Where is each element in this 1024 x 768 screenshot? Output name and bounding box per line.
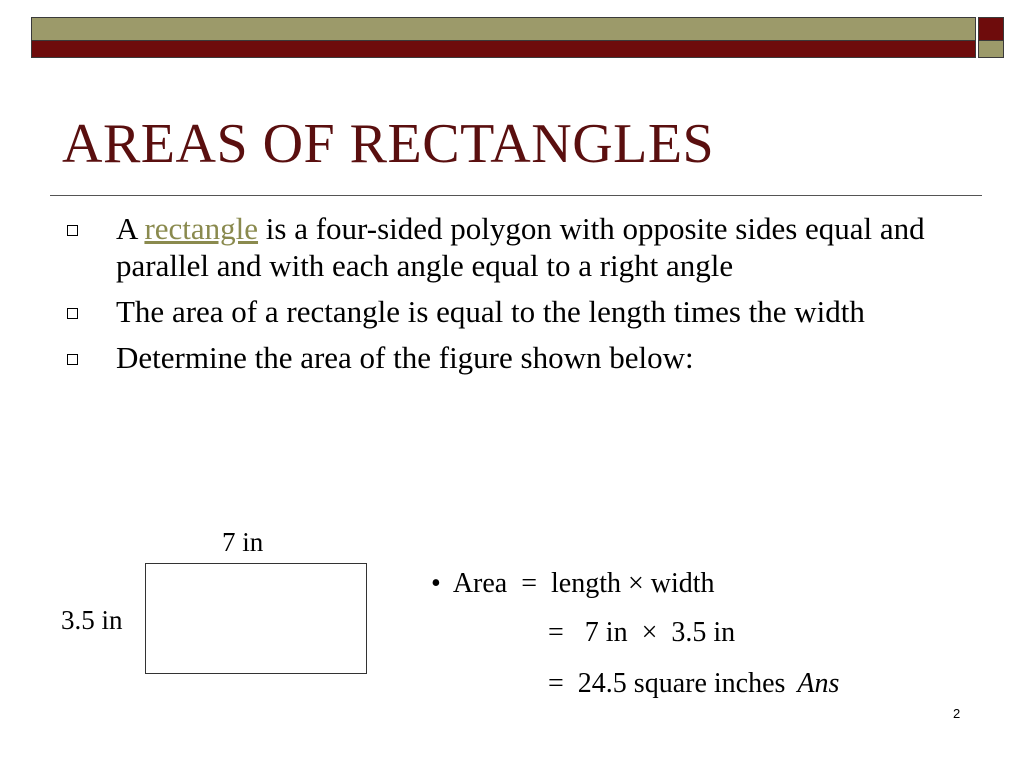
header-square-maroon — [978, 17, 1004, 41]
rectangle-figure — [145, 563, 367, 674]
calc-line-result — [548, 668, 839, 700]
square-bullet-icon — [67, 308, 78, 319]
bullet-text: The area of a rectangle is equal to the length times the width — [116, 294, 865, 329]
rectangle-link[interactable]: rectangle — [144, 211, 259, 246]
header-bar-maroon — [31, 41, 976, 58]
header-square-olive — [978, 41, 1004, 58]
bullet-prefix: A — [116, 211, 145, 246]
bullet-suffix: is a four-sided polygon with opposite sides equal and parallel and with each angle equal to a right angle — [116, 211, 925, 283]
calc-line-formula — [431, 568, 715, 600]
bullet-item-question — [62, 339, 962, 376]
page-number: 2 — [953, 706, 961, 721]
calc-formula-text: Area = length × width — [452, 568, 715, 599]
bullet-list — [62, 210, 962, 385]
header-bar-olive — [31, 17, 976, 41]
title-divider — [50, 195, 982, 196]
figure-width-label: 7 in — [222, 527, 264, 557]
bullet-text: Determine the area of the figure shown below: — [116, 340, 694, 375]
square-bullet-icon — [67, 354, 78, 365]
slide-title: AREAS OF RECTANGLES — [62, 113, 715, 175]
square-bullet-icon — [67, 225, 78, 236]
bullet-item-area-rule — [62, 293, 962, 330]
round-bullet-icon: • — [431, 568, 441, 599]
answer-label: Ans — [797, 668, 840, 699]
calc-line-substitution: = 7 in × 3.5 in — [548, 617, 736, 648]
figure-height-label: 3.5 in — [61, 605, 123, 635]
bullet-item-definition — [62, 210, 962, 284]
calc-result-text: = 24.5 square inches — [548, 668, 786, 699]
